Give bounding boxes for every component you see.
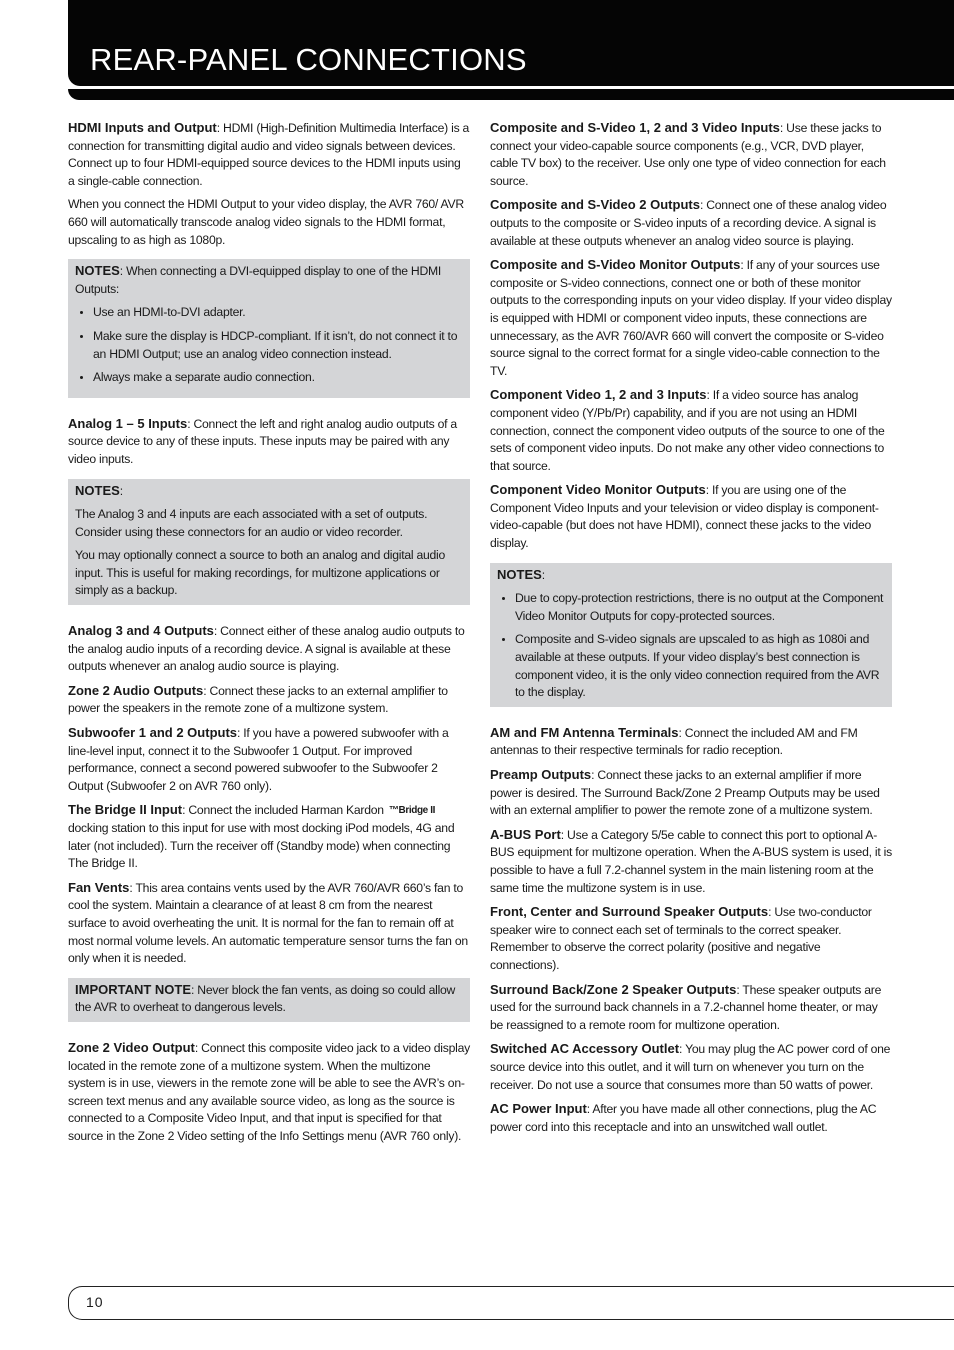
preamp-text: : Connect these jacks to an external amplifier if more power is desired. The Surround Back/Zone 2 Preamp Outputs may be used with an external amplifier to power the remote zone of a multizone system.	[490, 768, 880, 818]
component-monitor-text: : If you are using one of the Component Video Inputs and your television or video display is component-video-capable (but does not have HDMI), connect these jacks to the video display.	[490, 483, 879, 551]
bridge-paragraph	[68, 801, 470, 872]
fan-vents-label: Fan Vents	[68, 879, 130, 895]
analog-inputs-label: Analog 1 – 5 Inputs	[68, 415, 188, 431]
analog-inputs-text: : Connect the left and right analog audio outputs of a source device to any of these inputs. These inputs may be paired with any video inputs.	[68, 416, 457, 466]
composite-outputs-paragraph	[490, 196, 892, 250]
analog-outputs-label: Analog 3 and 4 Outputs	[68, 623, 214, 639]
subwoofer-label: Subwoofer 1 and 2 Outputs	[68, 725, 238, 741]
header-underline	[68, 89, 954, 100]
notes-analog-p2: You may optionally connect a source to both an analog and digital audio input. This is useful for making recordings, for multizone applications or simply as a backup.	[75, 548, 446, 598]
abus-label: A-BUS Port	[490, 826, 561, 842]
ac-power-text: : After you have made all other connections, plug the AC power cord into this receptacle and into an unswitched wall outlet.	[490, 1102, 877, 1134]
footer-bar	[68, 1286, 954, 1320]
notes-analog-p1: The Analog 3 and 4 inputs are each associated with a set of outputs. Consider using these connectors for an audio or video recorder.	[75, 507, 428, 539]
switched-ac-text: : You may plug the AC power cord of one source device into this outlet, and it will turn on whenever you turn on the receiver. Do not use a source that consumes more than 50 watts of power.	[490, 1042, 891, 1092]
zone2-video-paragraph	[68, 1039, 470, 1146]
important-note-box	[68, 978, 470, 1022]
bridge-label: The Bridge II Input	[68, 802, 183, 818]
analog-outputs-text: : Connect either of these analog audio outputs to the analog audio inputs of a recording device. A signal is available at these outputs whenever an analog audio source is playing.	[68, 624, 465, 674]
notes-box-analog	[68, 479, 470, 606]
list-item: • Use an HDMI-to-DVI adapter.	[93, 304, 463, 322]
antenna-text: : Connect the included AM and FM antennas to their respective terminals for radio reception.	[490, 725, 858, 758]
antenna-paragraph	[490, 724, 892, 760]
list-item: • Make sure the display is HDCP-compliant. If it isn’t, do not connect it to an HDMI Output; use an analog video connection instead.	[93, 328, 463, 363]
notes-hdmi-intro	[75, 262, 463, 298]
surround-back-text: : These speaker outputs are used for the surround back channels in a 7.2-channel home theater, or may be reassigned to a remote room for multizone operation.	[490, 982, 882, 1032]
front-speaker-text: : Use two-conductor speaker wire to connect each set of terminals to the correct speaker. Remember to observe the correct polarity (positive and negative connections).	[490, 905, 872, 972]
ac-power-label: AC Power Input	[490, 1101, 587, 1117]
notes-text: : When connecting a DVI-equipped display to one of the HDMI Outputs:	[75, 264, 442, 296]
preamp-paragraph	[490, 766, 892, 820]
notes-box-hdmi	[68, 259, 470, 398]
notes-video-intro	[497, 566, 885, 585]
zone2-audio-text: : Connect these jacks to an external amplifier to power the speakers in the remote zone of a multizone system.	[68, 683, 448, 716]
fan-vents-text: : This area contains vents used by the AVR 760/AVR 660’s fan to cool the system. Maintain a clearance of at least 8 cm from the nearest surface to avoid overheating the unit. It is normal for the fan to remain off at most normal volume levels. An automatic temperature sensor turns the fan on only when it is needed.	[68, 880, 468, 966]
hdmi-text: : HDMI (High-Definition Multimedia Interface) is a connection for transmitting digital audio and video signals between devices. Connect up to four HDMI-equipped source devices to the HDMI inputs using a single-cable connection.	[68, 121, 470, 188]
notes-video-list	[497, 590, 885, 702]
left-column	[68, 119, 470, 1152]
preamp-label: Preamp Outputs	[490, 767, 592, 782]
component-inputs-label: Component Video 1, 2 and 3 Inputs	[490, 387, 707, 403]
surround-back-paragraph	[490, 981, 892, 1035]
list-item: • Due to copy-protection restrictions, there is no output at the Component Video Monitor Outputs for copy-protected sources.	[515, 590, 885, 625]
zone2-audio-label: Zone 2 Audio Outputs	[68, 682, 204, 698]
notes-hdmi-list	[75, 304, 463, 386]
notes-box-video	[490, 563, 892, 707]
component-inputs-text: : If a video source has analog component video (Y/Pb/Pr) capability, and if you are not using an HDMI connection, connect the component video outputs of the source to one of the sets of component video inputs. Do not make any other video connections to that source.	[490, 388, 885, 473]
zone2-audio-paragraph	[68, 682, 470, 718]
surround-back-label: Surround Back/Zone 2 Speaker Outputs	[490, 981, 737, 997]
important-note-label: IMPORTANT NOTE	[75, 981, 192, 997]
composite-outputs-text: : Connect one of these analog video outputs to the composite or S-video inputs of a recording device. A signal is available at these outputs whenever an analog video source is playing.	[490, 198, 887, 248]
zone2-video-text: : Connect this composite video jack to a video display located in the remote zone of a multizone system. When the multizone system is in use, viewers in the remote zone will be able to see the AVR’s on-screen text menus and any available source video, as long as the source is connected to a Composite Video Input, and that input is specified for that source in the Zone 2 Video setting of the Info Settings menu (AVR 760 only).	[68, 1040, 470, 1143]
notes-analog-intro	[75, 482, 463, 501]
subwoofer-paragraph	[68, 724, 470, 795]
notes-label: NOTES	[497, 566, 542, 582]
subwoofer-text: : If you have a powered subwoofer with a line-level input, connect it to the Subwoofer 1 Output. For improved performance, connect a second powered subwoofer to the Subwoofer 2 Output (Subwoofer 2 on AVR 760 only).	[68, 726, 449, 793]
composite-inputs-label: Composite and S-Video 1, 2 and 3 Video Inputs	[490, 120, 780, 135]
composite-monitor-label: Composite and S-Video Monitor Outputs	[490, 257, 741, 273]
composite-monitor-text: : If any of your sources use composite or S-video connections, connect one or both of these monitor outputs to the corresponding inputs on your video display. If your video display is equipped with HDMI or component video inputs, these connections are unnecessary, as the AVR 760/AVR 660 will convert the composite or S-video source signal to the correct format for a single video-cable connection to the TV.	[490, 258, 892, 378]
composite-monitor-paragraph	[490, 256, 892, 380]
front-speaker-label: Front, Center and Surround Speaker Outputs	[490, 904, 769, 920]
important-note	[75, 981, 463, 1017]
notes-label: NOTES	[75, 263, 120, 279]
front-speaker-paragraph	[490, 903, 892, 974]
switched-ac-paragraph	[490, 1040, 892, 1094]
notes-label: NOTES	[75, 482, 120, 498]
notes-text: :	[541, 567, 545, 582]
analog-outputs-paragraph	[68, 622, 470, 676]
component-monitor-paragraph	[490, 481, 892, 552]
list-item: • Composite and S-video signals are upscaled to as high as 1080i and available at these outputs. If your video display’s best connection is component video, it is the only video connection required from the AVR to the display.	[515, 631, 885, 701]
composite-inputs-paragraph	[490, 119, 892, 190]
abus-paragraph	[490, 826, 892, 897]
hdmi-paragraph-2: When you connect the HDMI Output to your video display, the AVR 760/ AVR 660 will automatically transcode analog video signals to the HDMI format, upscaling to as high as 1080p.	[68, 197, 464, 247]
composite-outputs-label: Composite and S-Video 2 Outputs	[490, 197, 700, 213]
composite-inputs-text: : Use these jacks to connect your video-capable source components (e.g., VCR, DVD player, cable TV box) to the receiver. Use only one type of video connection for each source.	[490, 121, 886, 188]
hdmi-paragraph	[68, 119, 470, 190]
page-number: 10	[86, 1294, 104, 1310]
bridge-logo-icon: ™Bridge II	[388, 805, 435, 817]
abus-text: : Use a Category 5/5e cable to connect this port to optional A-BUS equipment for multizone operation. When the A-BUS system is used, it is possible to have a full 7.2-channel system in the main listening room at the same time the multizone system is in use.	[490, 827, 892, 895]
bridge-text-1: : Connect the included Harman Kardon	[182, 803, 387, 818]
analog-inputs-paragraph	[68, 415, 470, 469]
switched-ac-label: Switched AC Accessory Outlet	[490, 1041, 680, 1057]
ac-power-paragraph	[490, 1100, 892, 1136]
antenna-label: AM and FM Antenna Terminals	[490, 724, 679, 740]
list-item: • Always make a separate audio connection.	[93, 369, 463, 387]
important-note-text: : Never block the fan vents, as doing so could allow the AVR to overheat to dangerous levels.	[75, 982, 456, 1015]
hdmi-label: HDMI Inputs and Output	[68, 120, 217, 135]
fan-vents-paragraph	[68, 879, 470, 968]
notes-text: :	[119, 483, 123, 498]
right-column	[490, 119, 892, 1142]
component-inputs-paragraph	[490, 386, 892, 475]
zone2-video-label: Zone 2 Video Output	[68, 1039, 195, 1055]
bridge-text-2: docking station to this input for use with most docking iPod models, 4G and later (not included). Turn the receiver off (Standby mode) when connecting The Bridge II.	[68, 821, 455, 871]
component-monitor-label: Component Video Monitor Outputs	[490, 482, 706, 498]
page-title: REAR-PANEL CONNECTIONS	[90, 42, 527, 77]
